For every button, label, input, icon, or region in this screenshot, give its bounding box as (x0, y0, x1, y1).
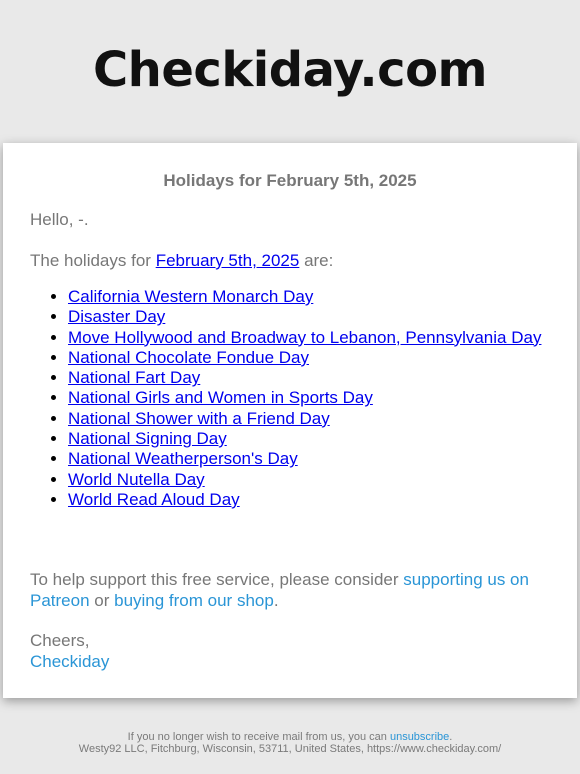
patreon-link[interactable]: supporting us on Patreon (30, 570, 529, 610)
holiday-link[interactable]: National Fart Day (68, 368, 201, 388)
holiday-link[interactable]: National Shower with a Friend Day (68, 408, 330, 428)
unsubscribe-prefix: If you no longer wish to receive mail from us, you can (127, 731, 390, 743)
email-card (3, 143, 577, 698)
holiday-link[interactable]: National Girls and Women in Sports Day (68, 388, 373, 408)
unsubscribe-line (0, 731, 580, 743)
company-address: Westy92 LLC, Fitchburg, Wisconsin, 53711, United States, https://www.checkiday.com/ (78, 743, 502, 755)
holiday-link[interactable]: Move Hollywood and Broadway to Lebanon, Pennsylvania Day (68, 327, 542, 347)
intro-text (30, 251, 333, 271)
list-item (68, 409, 568, 429)
holiday-link[interactable]: National Signing Day (68, 429, 227, 449)
intro-prefix: The holidays for (30, 251, 156, 270)
holiday-link[interactable]: World Nutella Day (68, 469, 205, 489)
list-item (68, 388, 568, 408)
list-item (68, 368, 568, 388)
checkiday-signature-link[interactable]: Checkiday (30, 652, 110, 671)
email-title: Holidays for February 5th, 2025 (163, 171, 417, 190)
support-prefix: To help support this free service, please consider (30, 570, 404, 589)
list-item (68, 490, 568, 510)
list-item (68, 449, 568, 469)
intro-suffix: are: (299, 251, 334, 270)
unsubscribe-suffix: . (449, 731, 453, 743)
support-text (30, 569, 555, 611)
list-item (68, 348, 568, 368)
shop-link[interactable]: buying from our shop (114, 591, 274, 610)
list-item (68, 328, 568, 348)
holiday-link[interactable]: California Western Monarch Day (68, 287, 314, 306)
holiday-link[interactable]: National Weatherperson's Day (68, 449, 298, 469)
greeting-text: Hello, -. (30, 210, 89, 229)
footer (0, 731, 580, 755)
support-suffix: . (273, 591, 279, 610)
list-item (68, 470, 568, 490)
checkiday-logo: Checkiday.com (92, 42, 488, 98)
holiday-list (30, 287, 568, 510)
list-item (68, 307, 568, 327)
holiday-link[interactable]: Disaster Day (68, 307, 166, 327)
unsubscribe-link[interactable]: unsubscribe (389, 731, 450, 743)
list-item (68, 429, 568, 449)
support-middle: or (89, 591, 115, 610)
holiday-link[interactable]: National Chocolate Fondue Day (68, 347, 309, 367)
list-item (68, 287, 568, 307)
signoff-text: Cheers, (30, 631, 90, 650)
date-link[interactable]: February 5th, 2025 (155, 251, 300, 270)
signoff (30, 630, 109, 672)
holiday-link[interactable]: World Read Aloud Day (68, 489, 240, 509)
